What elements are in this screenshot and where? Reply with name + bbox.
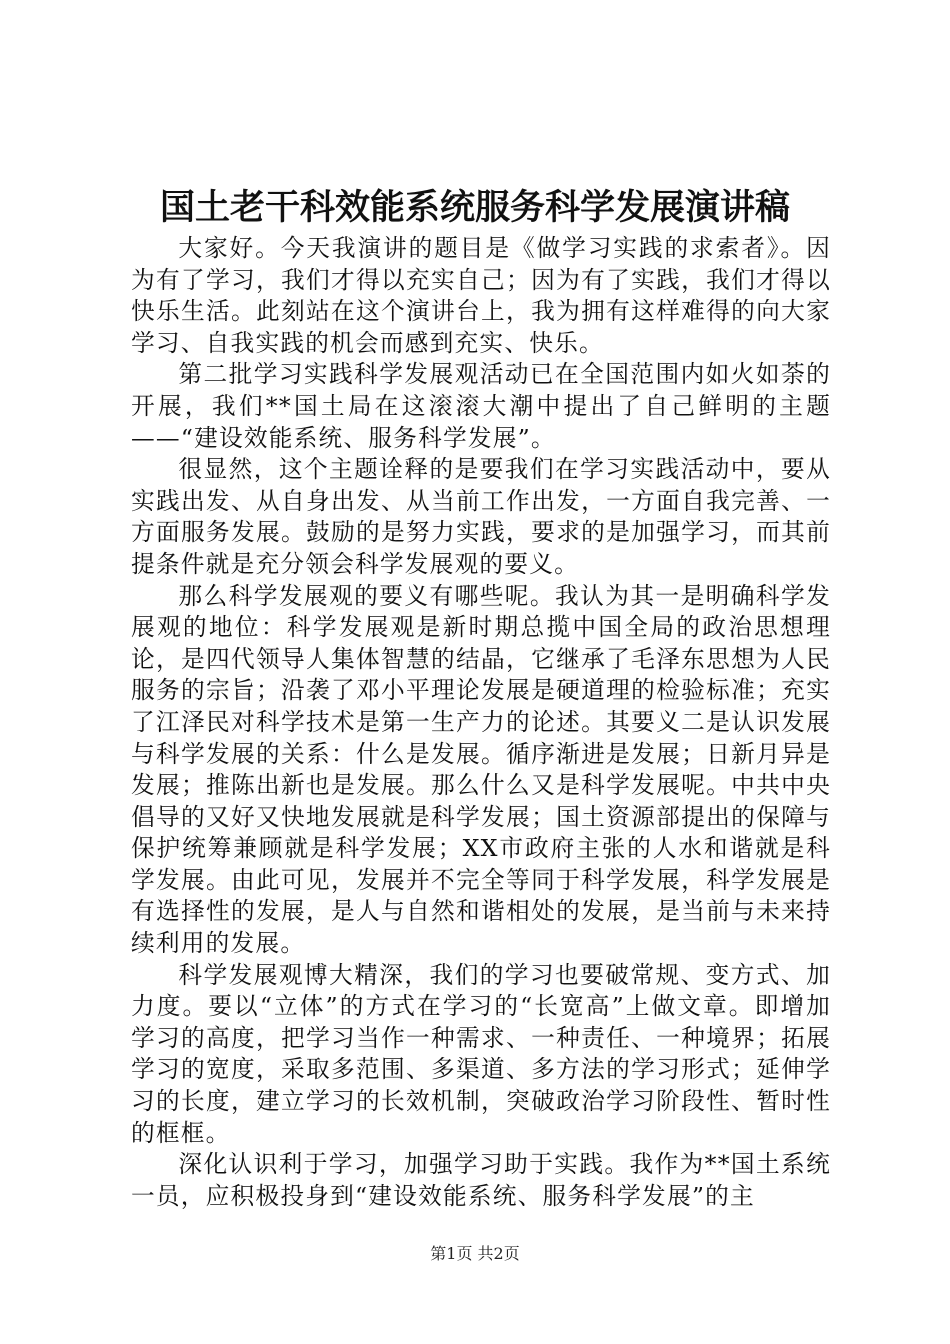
paragraph-6: 深化认识利于学习，加强学习助于实践。我作为**国土系统一员，应积极投身到“建设效能系统、服务科学发展”的主 [131, 1150, 831, 1210]
document-title: 国土老干科效能系统服务科学发展演讲稿 [159, 188, 790, 228]
document-body [131, 233, 831, 1212]
paragraph-4: 那么科学发展观的要义有哪些呢。我认为其一是明确科学发展观的地位：科学发展观是新时期总揽中国全局的政治思想理论，是四代领导人集体智慧的结晶，它继承了毛泽东思想为人民服务的宗旨；沿袭了邓小平理论发展是硬道理的检验标准；充实了江泽民对科学技术是第一生产力的论述。其要义二是认识发展与科学发展的关系：什么是发展。循序渐进是发展；日新月异是发展；推陈出新也是发展。那么什么又是科学发展呢。中共中央倡导的又好又快地发展就是科学发展；国土资源部提出的保障与保护统筹兼顾就是科学发展；XX市政府主张的人水和谐就是科学发展。由此可见，发展并不完全等同于科学发展，科学发展是有选择性的发展，是人与自然和谐相处的发展，是当前与未来持续利用的发展。 [131, 581, 831, 958]
paragraph-2: 第二批学习实践科学发展观活动已在全国范围内如火如荼的开展，我们**国土局在这滚滚大潮中提出了自己鲜明的主题——“建设效能系统、服务科学发展”。 [131, 360, 831, 452]
page-number-footer: 第1页 共2页 [430, 1244, 520, 1263]
paragraph-1: 大家好。今天我演讲的题目是《做学习实践的求索者》。因为有了学习，我们才得以充实自己；因为有了实践，我们才得以快乐生活。此刻站在这个演讲台上，我为拥有这样难得的向大家学习、自我实践的机会而感到充实、快乐。 [131, 234, 831, 357]
paragraph-3: 很显然，这个主题诠释的是要我们在学习实践活动中，要从实践出发、从自身出发、从当前工作出发，一方面自我完善、一方面服务发展。鼓励的是努力实践，要求的是加强学习，而其前提条件就是充分领会科学发展观的要义。 [131, 455, 831, 578]
paragraph-5: 科学发展观博大精深，我们的学习也要破常规、变方式、加力度。要以“立体”的方式在学习的“长宽高”上做文章。即增加学习的高度，把学习当作一种需求、一种责任、一种境界；拓展学习的宽度，采取多范围、多渠道、多方法的学习形式；延伸学习的长度，建立学习的长效机制，突破政治学习阶段性、暂时性的框框。 [131, 960, 831, 1147]
